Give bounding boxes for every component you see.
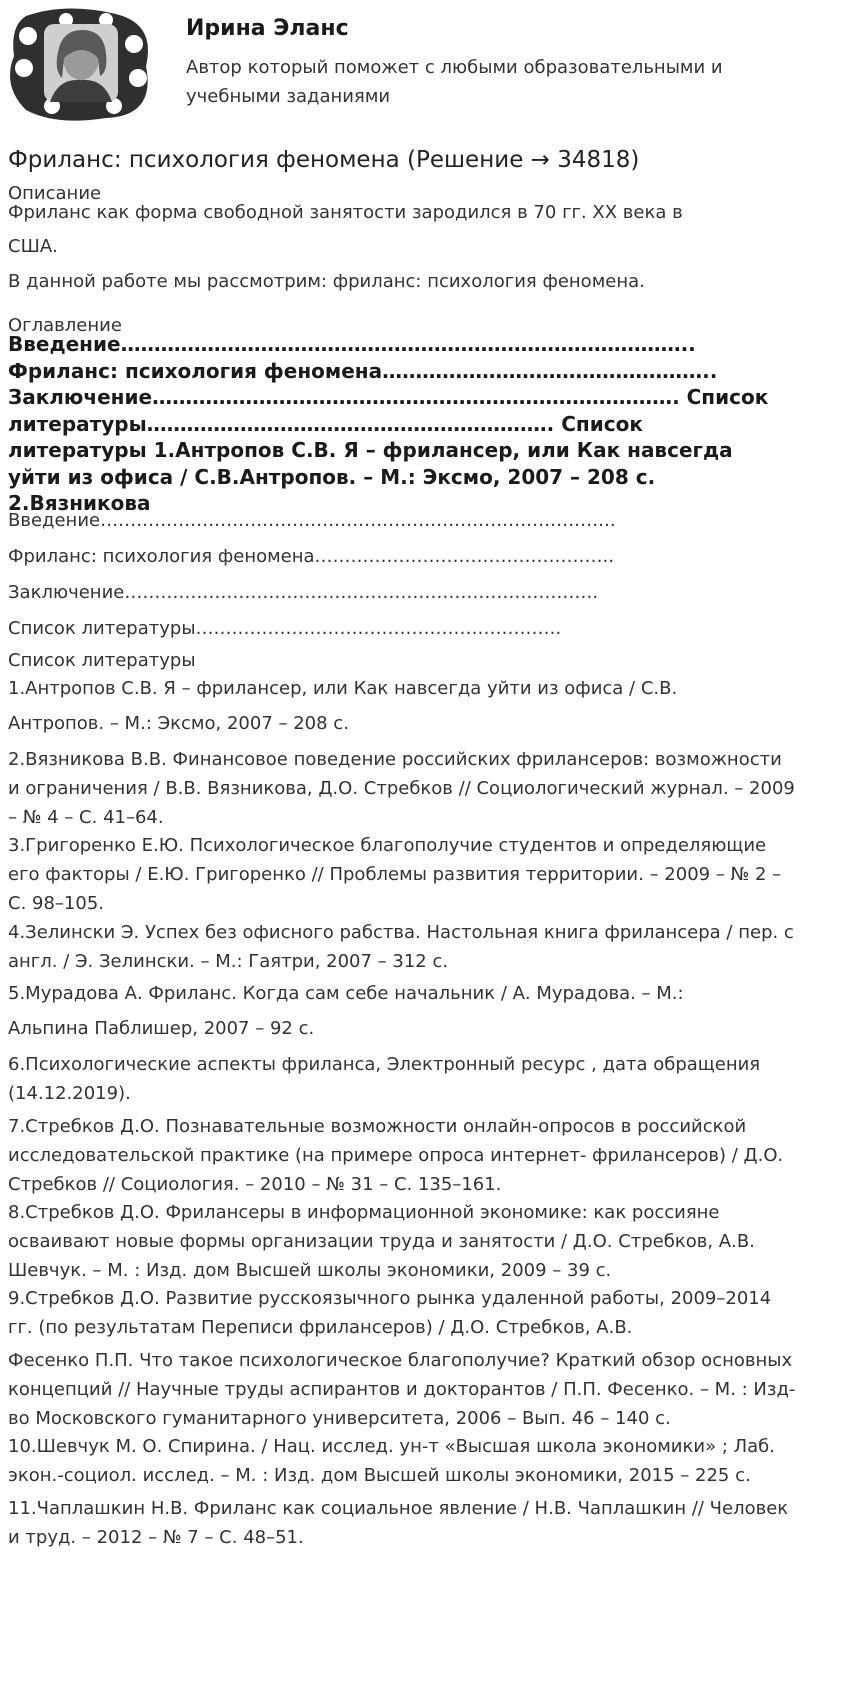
author-name: Ирина Эланс bbox=[186, 16, 349, 41]
reference-line: во Московского гуманитарного университета, 2006 – Вып. 46 – 140 с. bbox=[8, 1408, 671, 1429]
reference-line: Шевчук. – М. : Изд. дом Высшей школы экономики, 2009 – 39 с. bbox=[8, 1260, 612, 1281]
reference-item bbox=[8, 1346, 838, 1433]
reference-item bbox=[8, 745, 838, 832]
author-card bbox=[6, 6, 836, 126]
author-avatar bbox=[6, 6, 156, 124]
reference-item bbox=[8, 674, 838, 703]
reference-line: С. 98–105. bbox=[8, 893, 104, 914]
reference-line: 10.Шевчук М. О. Спирина. / Нац. исслед. ун-т «Высшая школа экономики» ; Лаб. bbox=[8, 1436, 775, 1457]
reference-line: 6.Психологические аспекты фриланса, Электронный ресурс , дата обращения bbox=[8, 1054, 761, 1075]
page-title: Фриланс: психология феномена (Решение → 34818) bbox=[8, 147, 640, 173]
reference-line: и ограничения / В.В. Вязникова, Д.О. Стребков // Социологический журнал. – 2009 bbox=[8, 778, 795, 799]
reference-line: 7.Стребков Д.О. Познавательные возможности онлайн-опросов в российской bbox=[8, 1116, 747, 1137]
reference-line: концепций // Научные труды аспирантов и докторантов / П.П. Фесенко. – М. : Изд- bbox=[8, 1379, 796, 1400]
reference-item bbox=[8, 1494, 838, 1552]
reference-line: 11.Чаплашкин Н.В. Фриланс как социальное явление / Н.В. Чаплашкин // Человек bbox=[8, 1498, 789, 1519]
reference-line: осваивают новые формы организации труда и занятости / Д.О. Стребков, А.В. bbox=[8, 1231, 755, 1252]
reference-line: исследовательской практике (на примере опроса интернет- фрилансеров) / Д.О. bbox=[8, 1145, 784, 1166]
reference-line: англ. / Э. Зелински. – М.: Гаятри, 2007 – 312 с. bbox=[8, 951, 449, 972]
reference-line: 8.Стребков Д.О. Фрилансеры в информационной экономике: как россияне bbox=[8, 1202, 720, 1223]
reference-item bbox=[8, 1014, 838, 1043]
reference-item bbox=[8, 1112, 838, 1199]
reference-line: его факторы / Е.Ю. Григоренко // Проблемы развития территории. – 2009 – № 2 – bbox=[8, 864, 782, 885]
toc-item-main: Фриланс: психология феномена………………………………………….. bbox=[8, 546, 614, 567]
description-line-1: Фриланс как форма свободной занятости зародился в 70 гг. XX века в bbox=[8, 202, 683, 223]
reference-line: экон.-социол. исслед. – М. : Изд. дом Высшей школы экономики, 2015 – 225 с. bbox=[8, 1465, 751, 1486]
reference-line: Альпина Паблишер, 2007 – 92 с. bbox=[8, 1018, 315, 1039]
reference-item bbox=[8, 1432, 838, 1490]
reference-item bbox=[8, 1284, 838, 1342]
reference-item bbox=[8, 1198, 838, 1285]
reference-line: 9.Стребков Д.О. Развитие русскоязычного рынка удаленной работы, 2009–2014 bbox=[8, 1288, 772, 1309]
toc-bold-line: 2.Вязникова bbox=[8, 491, 151, 515]
reference-line: 2.Вязникова В.В. Финансовое поведение российских фрилансеров: возможности bbox=[8, 749, 782, 770]
reference-line: Стребков // Социология. – 2010 – № 31 – С. 135–161. bbox=[8, 1174, 502, 1195]
reference-item bbox=[8, 831, 838, 918]
toc-bold-line: уйти из офиса / С.В.Антропов. – М.: Эксмо, 2007 – 208 с. bbox=[8, 464, 656, 489]
reference-line: 3.Григоренко Е.Ю. Психологическое благополучие студентов и определяющие bbox=[8, 835, 767, 856]
reference-item bbox=[8, 709, 838, 738]
toc-bold-line: литературы 1.Антропов С.В. Я – фрилансер, или Как навсегда bbox=[8, 438, 733, 462]
description-line-2: США. bbox=[8, 236, 58, 257]
reference-line: и труд. – 2012 – № 7 – С. 48–51. bbox=[8, 1527, 304, 1548]
toc-bold-line: Введение………………………………………………………………………….. bbox=[8, 332, 696, 356]
reference-line: 1.Антропов С.В. Я – фрилансер, или Как навсегда уйти из офиса / С.В. bbox=[8, 678, 678, 699]
author-description: Автор который поможет с любыми образовательными и учебными заданиями bbox=[186, 57, 723, 107]
reference-item bbox=[8, 1050, 838, 1108]
reference-line: (14.12.2019). bbox=[8, 1083, 131, 1104]
reference-item bbox=[8, 918, 838, 976]
description-label: Описание bbox=[8, 183, 102, 204]
toc-item-references: Список литературы……………………………………………………. bbox=[8, 618, 562, 639]
reference-line: гг. (по результатам Переписи фрилансеров) / Д.О. Стребков, А.В. bbox=[8, 1317, 633, 1338]
reference-line: 4.Зелински Э. Успех без офисного рабства. Настольная книга фрилансера / пер. с bbox=[8, 922, 794, 943]
toc-bold-block bbox=[8, 331, 838, 517]
reference-line: – № 4 – С. 41–64. bbox=[8, 807, 164, 828]
toc-item-conclusion: Заключение……………………………………………………………………. bbox=[8, 582, 599, 603]
description-line-3: В данной работе мы рассмотрим: фриланс: психология феномена. bbox=[8, 271, 645, 292]
toc-bold-line: литературы……………………………………………………. Список bbox=[8, 411, 643, 436]
reference-line: 5.Мурадова А. Фриланс. Когда сам себе начальник / А. Мурадова. – М.: bbox=[8, 983, 684, 1004]
toc-bold-line: Фриланс: психология феномена………………………………………….. bbox=[8, 358, 718, 383]
reference-line: Антропов. – М.: Эксмо, 2007 – 208 с. bbox=[8, 713, 349, 734]
reference-line: Фесенко П.П. Что такое психологическое благополучие? Краткий обзор основных bbox=[8, 1350, 793, 1371]
references-label: Список литературы bbox=[8, 650, 196, 671]
reference-item bbox=[8, 979, 838, 1008]
toc-item-intro: Введение………………………………………………………………………….. bbox=[8, 510, 616, 531]
toc-label: Оглавление bbox=[8, 315, 122, 336]
toc-bold-line: Заключение……………………………………………………………………. Список bbox=[8, 385, 769, 409]
